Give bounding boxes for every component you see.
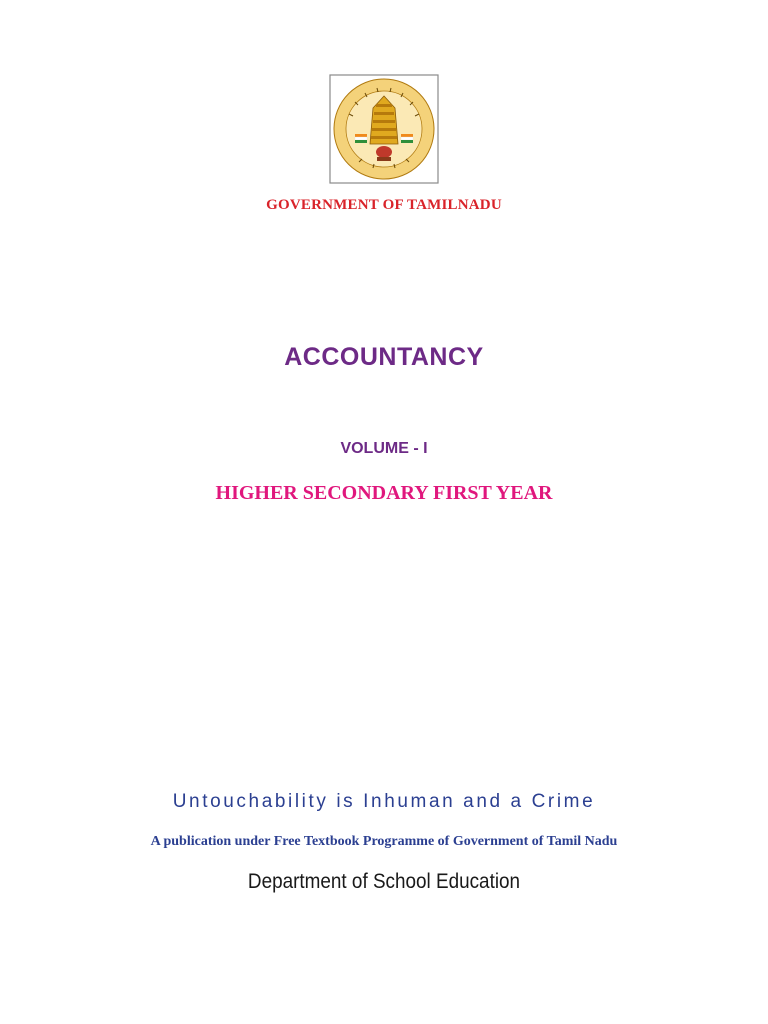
class-year-heading: HIGHER SECONDARY FIRST YEAR xyxy=(215,482,553,504)
department-name: Department of School Education xyxy=(247,870,521,893)
book-title: ACCOUNTANCY xyxy=(284,343,484,371)
motto-text: Untouchability is Inhuman and a Crime xyxy=(172,791,596,812)
tamilnadu-emblem-icon xyxy=(329,74,439,184)
volume-label: VOLUME - I xyxy=(340,440,428,457)
government-heading: GOVERNMENT OF TAMILNADU xyxy=(266,197,502,213)
publication-note: A publication under Free Textbook Programme of Government of Tamil Nadu xyxy=(150,834,618,849)
